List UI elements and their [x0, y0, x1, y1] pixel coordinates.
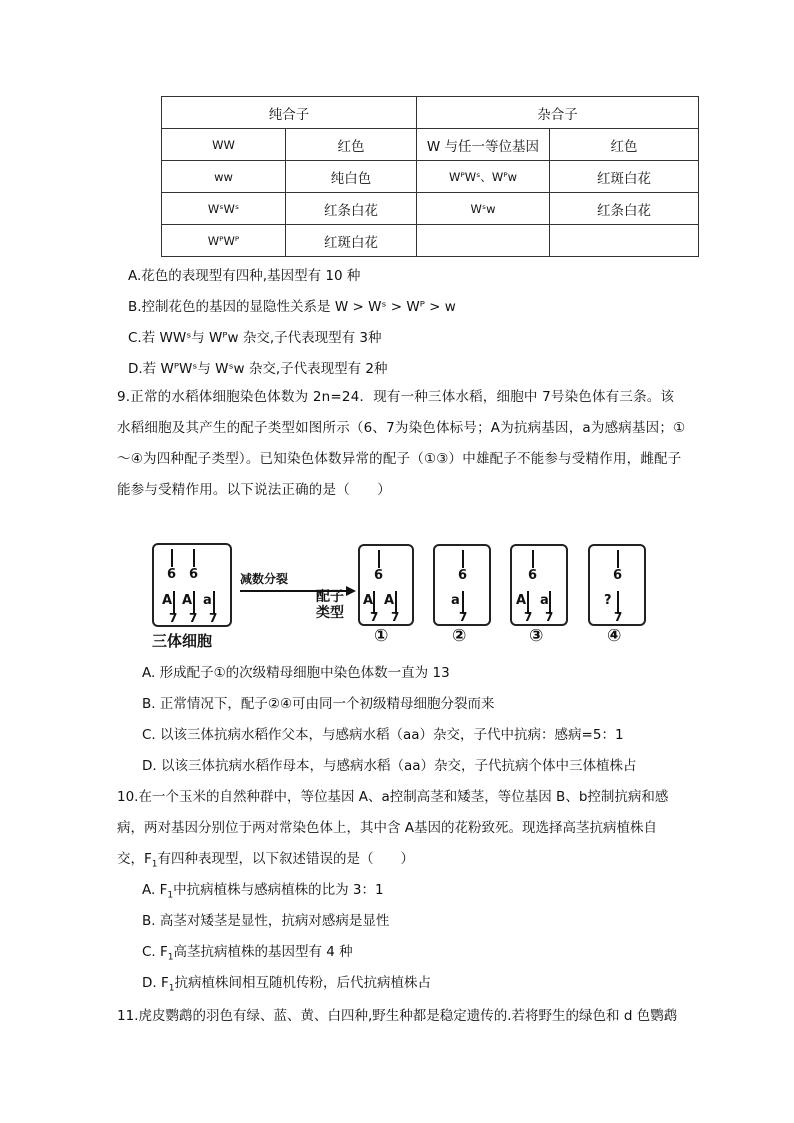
gene-A: A [363, 593, 374, 608]
label-7: 7 [209, 611, 218, 625]
table-cell: 纯白色 [286, 161, 417, 193]
q9-option-d: D. 以该三体抗病水稻作母本，与感病水稻（aa）杂交，子代抗病个体中三体植株占 [142, 758, 637, 774]
label-6: 6 [167, 567, 177, 582]
table-row [162, 129, 699, 161]
table-row [162, 225, 699, 257]
genotype-table [161, 96, 699, 257]
gamete-2 [433, 544, 491, 626]
subscript: 1 [151, 859, 158, 870]
table-cell: Wˢw [417, 193, 550, 225]
q8-option-d: D.若 WᴾWˢ与 Wˢw 杂交,子代表现型有 2种 [128, 361, 388, 377]
table-cell: WW [162, 129, 286, 161]
q9-option-b: B. 正常情况下，配子②④可由同一个初级精母细胞分裂而来 [142, 696, 495, 712]
label-7: 7 [545, 610, 554, 624]
table-cell: WˢWˢ [162, 193, 286, 225]
label-7: 7 [169, 611, 178, 625]
table-row [162, 161, 699, 193]
q10-stem-line3 [117, 847, 414, 870]
label-6: 6 [528, 568, 538, 583]
table-row [162, 193, 699, 225]
gamete-number: ④ [607, 626, 622, 646]
table-header-row [162, 97, 699, 129]
table-cell: 红斑白花 [550, 161, 699, 193]
header-homozygous: 纯合子 [162, 97, 417, 129]
header-heterozygous: 杂合子 [417, 97, 699, 129]
subscript: 1 [168, 983, 175, 994]
q10-option-b: B. 高茎对矮茎是显性，抗病对感病是显性 [142, 913, 390, 929]
label-7: 7 [614, 610, 623, 624]
label-6: 6 [613, 568, 623, 583]
gene-a: a [451, 593, 460, 608]
subscript: 1 [167, 890, 174, 901]
q10-stem-text: 有四种表现型，以下叙述错误的是（ ） [157, 851, 414, 867]
q10-stem-line2: 病，两对基因分别位于两对常染色体上，其中含 A基因的花粉致死。现选择高茎抗病植株自 [117, 820, 658, 836]
q10-stem-line1: 10.在一个玉米的自然种群中，等位基因 A、a控制高茎和矮茎，等位基因 B、b控制抗病和感 [117, 789, 669, 805]
q8-option-b: B.控制花色的基因的显隐性关系是 W > Wˢ > Wᴾ > w [128, 299, 456, 315]
label-7: 7 [370, 610, 379, 624]
table-cell: W 与任一等位基因 [417, 129, 550, 161]
table-cell [417, 225, 550, 257]
gamete-1-chromosomes [360, 546, 412, 624]
gamete-3 [510, 544, 568, 626]
table-cell: 红条白花 [286, 193, 417, 225]
option-text: 中抗病植株与感病植株的比为 3：1 [173, 882, 384, 898]
q9-option-a: A. 形成配子①的次级精母细胞中染色体数一直为 13 [142, 665, 450, 681]
label-7: 7 [524, 610, 533, 624]
table-cell [550, 225, 699, 257]
q10-stem-text: 交，F [117, 851, 152, 867]
table-cell: 红色 [286, 129, 417, 161]
table-cell: WᴾWˢ、Wᴾw [417, 161, 550, 193]
table-cell: ww [162, 161, 286, 193]
q8-option-c: C.若 WWˢ与 Wᴾw 杂交,子代表现型有 3种 [128, 330, 382, 346]
gene-unknown: ? [604, 593, 612, 608]
gamete-1 [358, 544, 414, 626]
gene-a: a [540, 593, 549, 608]
label-6: 6 [458, 568, 468, 583]
q11-stem: 11.虎皮鹦鹉的羽色有绿、蓝、黄、白四种,野生种都是稳定遗传的.若将野生的绿色和 d 色鹦鹉 [117, 1008, 678, 1024]
option-text: 抗病植株间相互随机传粉，后代抗病植株占 [174, 975, 431, 991]
q10-option-c [142, 940, 353, 963]
gamete-number: ③ [529, 626, 544, 646]
gamete-type-label: 类型 [316, 605, 344, 621]
option-text: C. F [142, 944, 168, 960]
gene-a: a [203, 593, 212, 608]
q9-stem: 9.正常的水稻体细胞染色体数为 2n=24．现有一种三体水稻，细胞中 7号染色体有三条。该水稻细胞及其产生的配子类型如图所示（6、7为染色体标号；A为抗病基因，a为感病基因；①～④为四种配子类型）。已知染色体数异常的配子（①③）中雄配子不能参与受精作用，雌配子能参与受精作用。以下说法正确的是（ ） [117, 389, 686, 498]
label-6: 6 [189, 567, 199, 582]
chromosome-diagram [148, 540, 658, 650]
label-7: 7 [459, 610, 468, 624]
gene-A: A [182, 593, 193, 608]
trisomy-cell-label: 三体细胞 [152, 632, 213, 650]
gene-A: A [516, 593, 527, 608]
subscript: 1 [167, 952, 174, 963]
q10-option-d [142, 971, 431, 994]
gamete-number: ① [374, 626, 389, 646]
q8-option-a: A.花色的表现型有四种,基因型有 10 种 [128, 268, 361, 284]
label-6: 6 [374, 568, 384, 583]
meiosis-label: 减数分裂 [240, 572, 289, 586]
table-cell: 红条白花 [550, 193, 699, 225]
gene-A: A [162, 593, 173, 608]
label-7: 7 [391, 610, 400, 624]
gene-A: A [384, 593, 395, 608]
table-cell: 红斑白花 [286, 225, 417, 257]
table-cell: 红色 [550, 129, 699, 161]
gamete-number: ② [452, 626, 467, 646]
q10-option-a [142, 878, 384, 901]
q9-option-c: C. 以该三体抗病水稻作父本，与感病水稻（aa）杂交，子代中抗病：感病=5：1 [142, 727, 624, 743]
gamete-label: 配子 [316, 589, 344, 605]
option-text: 高茎抗病植株的基因型有 4 种 [173, 944, 353, 960]
table-cell: WᴾWᴾ [162, 225, 286, 257]
label-7: 7 [189, 611, 198, 625]
option-text: D. F [142, 975, 169, 991]
gamete-3-chromosomes [512, 546, 566, 624]
option-text: A. F [142, 882, 168, 898]
trisomy-cell [152, 543, 232, 627]
gamete-4 [588, 544, 646, 626]
